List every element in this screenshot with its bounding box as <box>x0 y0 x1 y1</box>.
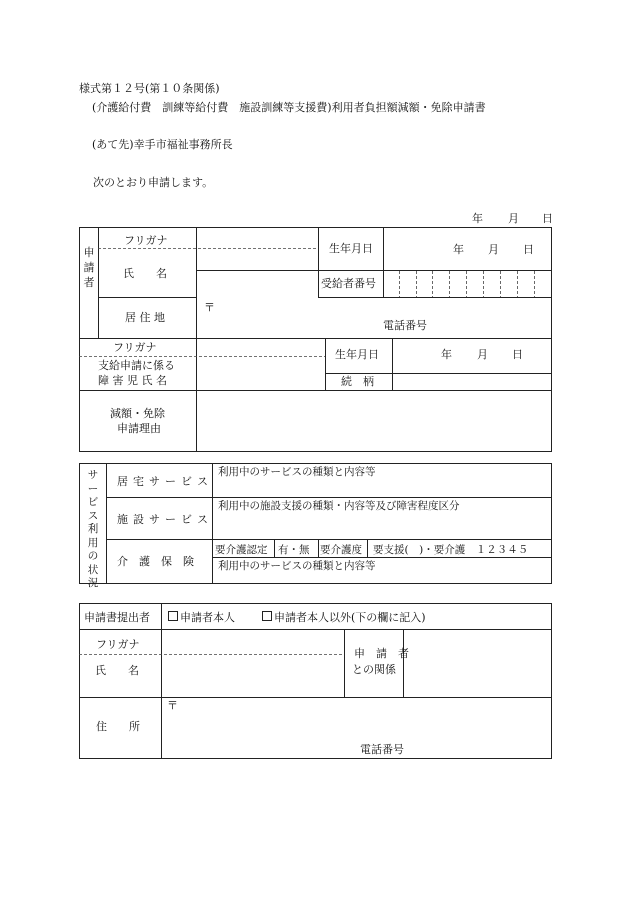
form-title: (介護給付費 訓練等給付費 施設訓練等支援費)利用者負担額減額・免除申請書 <box>92 101 486 114</box>
care-cert-label: 要介護認定 <box>215 544 268 556</box>
option-self-checkbox[interactable] <box>168 611 178 621</box>
submitter-name-label: 氏 名 <box>95 664 139 677</box>
date-year-label: 年 <box>472 212 483 225</box>
submitter-relation-label-line1: 申 請 者 <box>354 647 409 660</box>
child-birth-year-label: 年 <box>441 348 452 361</box>
care-cert-value[interactable]: 有・無 <box>278 544 310 556</box>
submitter-address-label: 住 所 <box>96 720 140 733</box>
facility-service-note: 利用中の施設支援の種類・内容等及び障害程度区分 <box>218 500 460 512</box>
applicant-birth-day-label: 日 <box>523 243 534 256</box>
home-service-note: 利用中のサービスの種類と内容等 <box>218 466 376 478</box>
child-name-label-line2: 障 害 児 氏 名 <box>98 374 167 387</box>
date-day-label: 日 <box>542 212 553 225</box>
child-furigana-field[interactable] <box>198 340 324 356</box>
child-furigana-label: フリガナ <box>113 341 157 354</box>
date-month-label: 月 <box>508 212 519 225</box>
submitter-name-field[interactable] <box>163 656 343 696</box>
child-birthdate-label: 生年月日 <box>335 348 379 361</box>
date-year-field[interactable] <box>444 209 470 225</box>
submitter-phone-label: 電話番号 <box>360 743 404 756</box>
addressee: (あて先)幸手市福祉事務所長 <box>92 138 233 151</box>
child-name-label-line1: 支給申請に係る <box>98 359 175 372</box>
option-other-label: 申請者本人以外(下の欄に記入) <box>274 611 426 624</box>
child-birth-day-label: 日 <box>512 348 523 361</box>
recipient-number-label: 受給者番号 <box>321 277 376 290</box>
child-relation-field[interactable] <box>394 375 550 389</box>
applicant-furigana-field[interactable] <box>198 229 317 247</box>
applicant-birth-year-label: 年 <box>453 243 464 256</box>
child-birth-month-label: 月 <box>477 348 488 361</box>
home-service-field[interactable] <box>214 481 550 496</box>
submitter-relation-field[interactable] <box>405 631 550 696</box>
option-other-checkbox[interactable] <box>262 611 272 621</box>
home-service-label: 居宅サービス <box>117 475 213 488</box>
reason-label-line2: 申請理由 <box>117 422 161 435</box>
reason-field[interactable] <box>198 392 550 450</box>
facility-service-label: 施設サービス <box>117 513 213 526</box>
applicant-name-field[interactable] <box>198 250 317 296</box>
applicant-furigana-label: フリガナ <box>124 234 168 247</box>
child-relation-label: 続 柄 <box>341 375 374 388</box>
care-service-note: 利用中のサービスの種類と内容等 <box>218 560 376 572</box>
recipient-number-field[interactable] <box>385 272 550 296</box>
form-number: 様式第１２号(第１０条関係) <box>79 82 220 95</box>
applicant-name-label: 氏 名 <box>123 267 167 280</box>
submitter-furigana-label: フリガナ <box>96 638 140 651</box>
applicant-section-label: 申請者 <box>83 246 95 289</box>
submitter-relation-label-line2: との関係 <box>352 663 396 676</box>
facility-service-field[interactable] <box>214 515 550 538</box>
reason-label-line1: 減額・免除 <box>110 407 165 420</box>
applicant-birth-month-label: 月 <box>488 243 499 256</box>
applicant-phone-label: 電話番号 <box>383 319 427 332</box>
submitter-label: 申請書提出者 <box>84 611 150 624</box>
applicant-address-label: 居 住 地 <box>125 311 165 324</box>
applicant-postal-mark: 〒 <box>204 301 215 314</box>
date-day-field[interactable] <box>520 209 542 225</box>
care-service-field[interactable] <box>214 573 550 583</box>
applicant-birthdate-label: 生年月日 <box>329 242 373 255</box>
submitter-furigana-field[interactable] <box>163 631 343 653</box>
child-name-field[interactable] <box>198 358 324 389</box>
date-month-field[interactable] <box>484 209 508 225</box>
option-self-label: 申請者本人 <box>180 611 235 624</box>
care-insurance-label: 介 護 保 険 <box>117 555 194 568</box>
care-level-label: 要介護度 <box>320 544 362 556</box>
care-level-value[interactable]: 要支援( )・要介護 １２３４５ <box>373 544 529 556</box>
intro-text: 次のとおり申請します。 <box>93 176 214 189</box>
child-birthdate-field[interactable] <box>394 340 550 372</box>
submitter-postal-mark: 〒 <box>167 699 178 712</box>
service-section-label: サービス利用の状況 <box>87 469 99 589</box>
